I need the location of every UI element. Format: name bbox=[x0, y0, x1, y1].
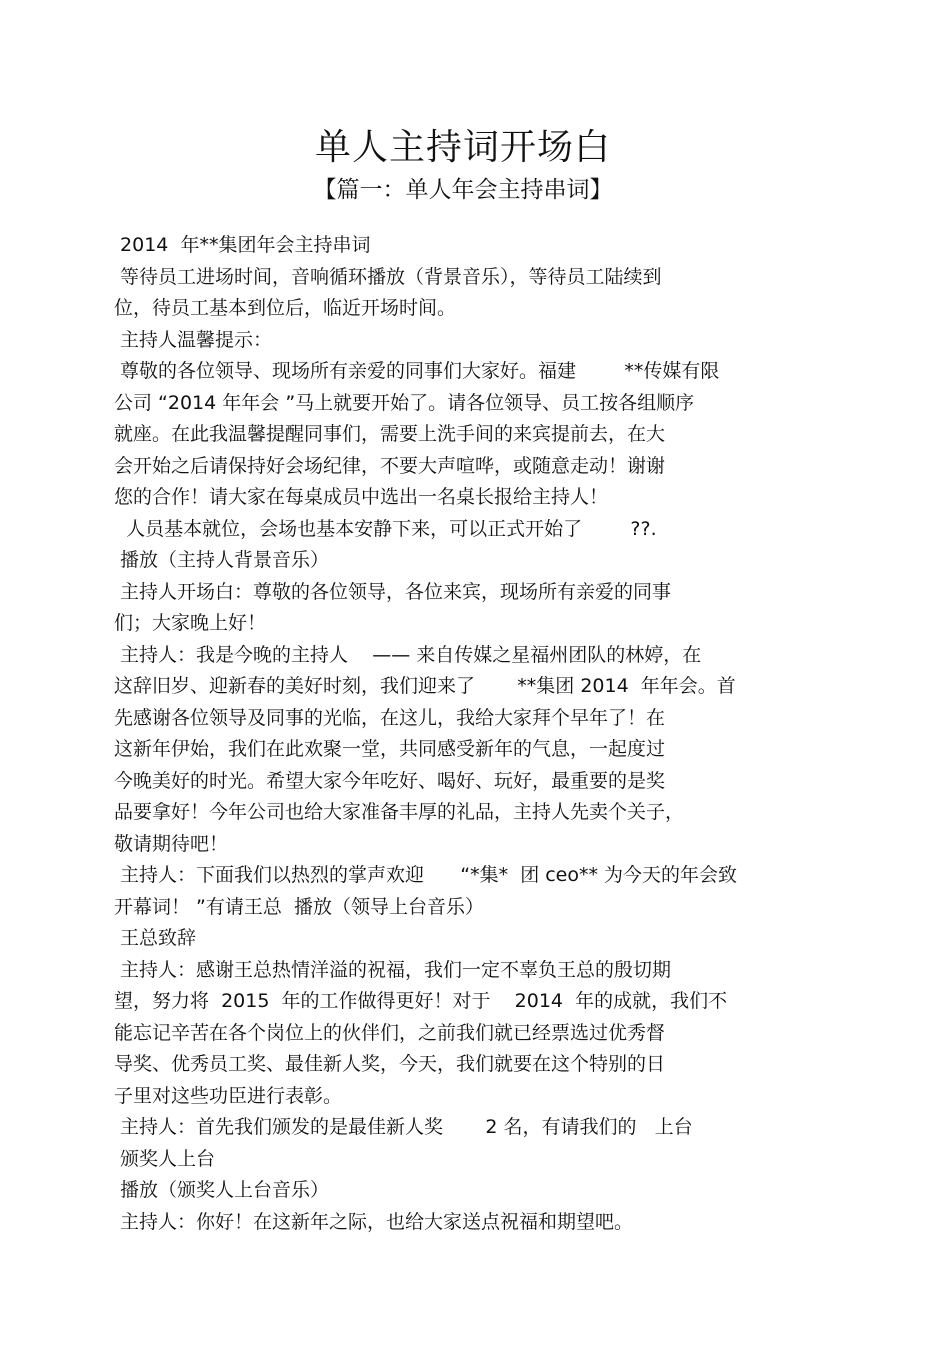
body-line: 开幕词！ ”有请王总 播放（领导上台音乐） bbox=[114, 895, 484, 918]
body-line: 主持人：下面我们以热烈的掌声欢迎 “*集* 团 ceo** 为今天的年会致 bbox=[114, 864, 738, 886]
body-line: 们；大家晚上好！ bbox=[114, 612, 267, 634]
body-line: 主持人：我是今晚的主持人 —— 来自传媒之星福州团队的林婷，在 bbox=[114, 643, 702, 666]
body-line: 今晚美好的时光。希望大家今年吃好、喝好、玩好，最重要的是奖 bbox=[114, 769, 666, 792]
body-line: 播放（主持人背景音乐） bbox=[114, 549, 330, 571]
body-line: 主持人：你好！在这新年之际，也给大家送点祝福和期望吧。 bbox=[114, 1210, 634, 1233]
body-line: 主持人：首先我们颁发的是最佳新人奖 2 名，有请我们的 上台 bbox=[114, 1116, 693, 1138]
document-title: 单人主持词开场白 bbox=[314, 127, 611, 168]
body-line: 王总致辞 bbox=[114, 927, 197, 949]
body-line: 位，待员工基本到位后，临近开场时间。 bbox=[114, 297, 457, 319]
body-line: 这辞旧岁、迎新春的美好时刻，我们迎来了 **集团 2014 年年会。首 bbox=[114, 675, 736, 697]
body-line: 公司 “2014 年年会 ”马上就要开始了。请各位领导、员工按各组顺序 bbox=[114, 391, 695, 414]
body-line: 就座。在此我温馨提醒同事们，需要上洗手间的来宾提前去，在大 bbox=[114, 423, 666, 445]
body-line: 主持人温馨提示： bbox=[114, 328, 273, 351]
body-line: 颁奖人上台 bbox=[114, 1147, 216, 1170]
body-line: 子里对这些功臣进行表彰。 bbox=[114, 1084, 343, 1107]
body-line: 主持人开场白：尊敬的各位领导，各位来宾，现场所有亲爱的同事 bbox=[114, 580, 672, 603]
body-line: 会开始之后请保持好会场纪律，不要大声喧哗，或随意走动！谢谢 bbox=[114, 454, 666, 477]
body-line: 播放（颁奖人上台音乐） bbox=[114, 1179, 330, 1201]
body-line: 尊敬的各位领导、现场所有亲爱的同事们大家好。福建 **传媒有限 bbox=[114, 360, 720, 382]
body-line: 品要拿好！今年公司也给大家准备丰厚的礼品，主持人先卖个关子， bbox=[114, 801, 685, 823]
body-line: 望，努力将 2015 年的工作做得更好！对于 2014 年的成就，我们不 bbox=[114, 990, 728, 1012]
body-line: 这新年伊始，我们在此欢聚一堂，共同感受新年的气息，一起度过 bbox=[114, 738, 666, 760]
body-line: 导奖、优秀员工奖、最佳新人奖，今天，我们就要在这个特别的日 bbox=[114, 1053, 666, 1075]
body-line: 先感谢各位领导及同事的光临，在这儿，我给大家拜个早年了！在 bbox=[114, 706, 666, 729]
body-line: 等待员工进场时间，音响循环播放（背景音乐），等待员工陆续到 bbox=[114, 265, 662, 288]
body-line: 主持人：感谢王总热情洋溢的祝福，我们一定不辜负王总的殷切期 bbox=[114, 958, 672, 981]
document-body bbox=[114, 230, 834, 1238]
body-line: 人员基本就位，会场也基本安静下来，可以正式开始了 ??. bbox=[114, 517, 657, 540]
body-line: 能忘记辛苦在各个岗位上的伙伴们，之前我们就已经票选过优秀督 bbox=[114, 1021, 666, 1044]
body-line: 2014 年**集团年会主持串词 bbox=[114, 234, 371, 256]
document-subtitle: 【篇一：单人年会主持串词】 bbox=[313, 177, 613, 203]
body-line: 敬请期待吧！ bbox=[114, 832, 229, 855]
body-line: 您的合作！请大家在每桌成员中选出一名桌长报给主持人！ bbox=[114, 486, 609, 508]
